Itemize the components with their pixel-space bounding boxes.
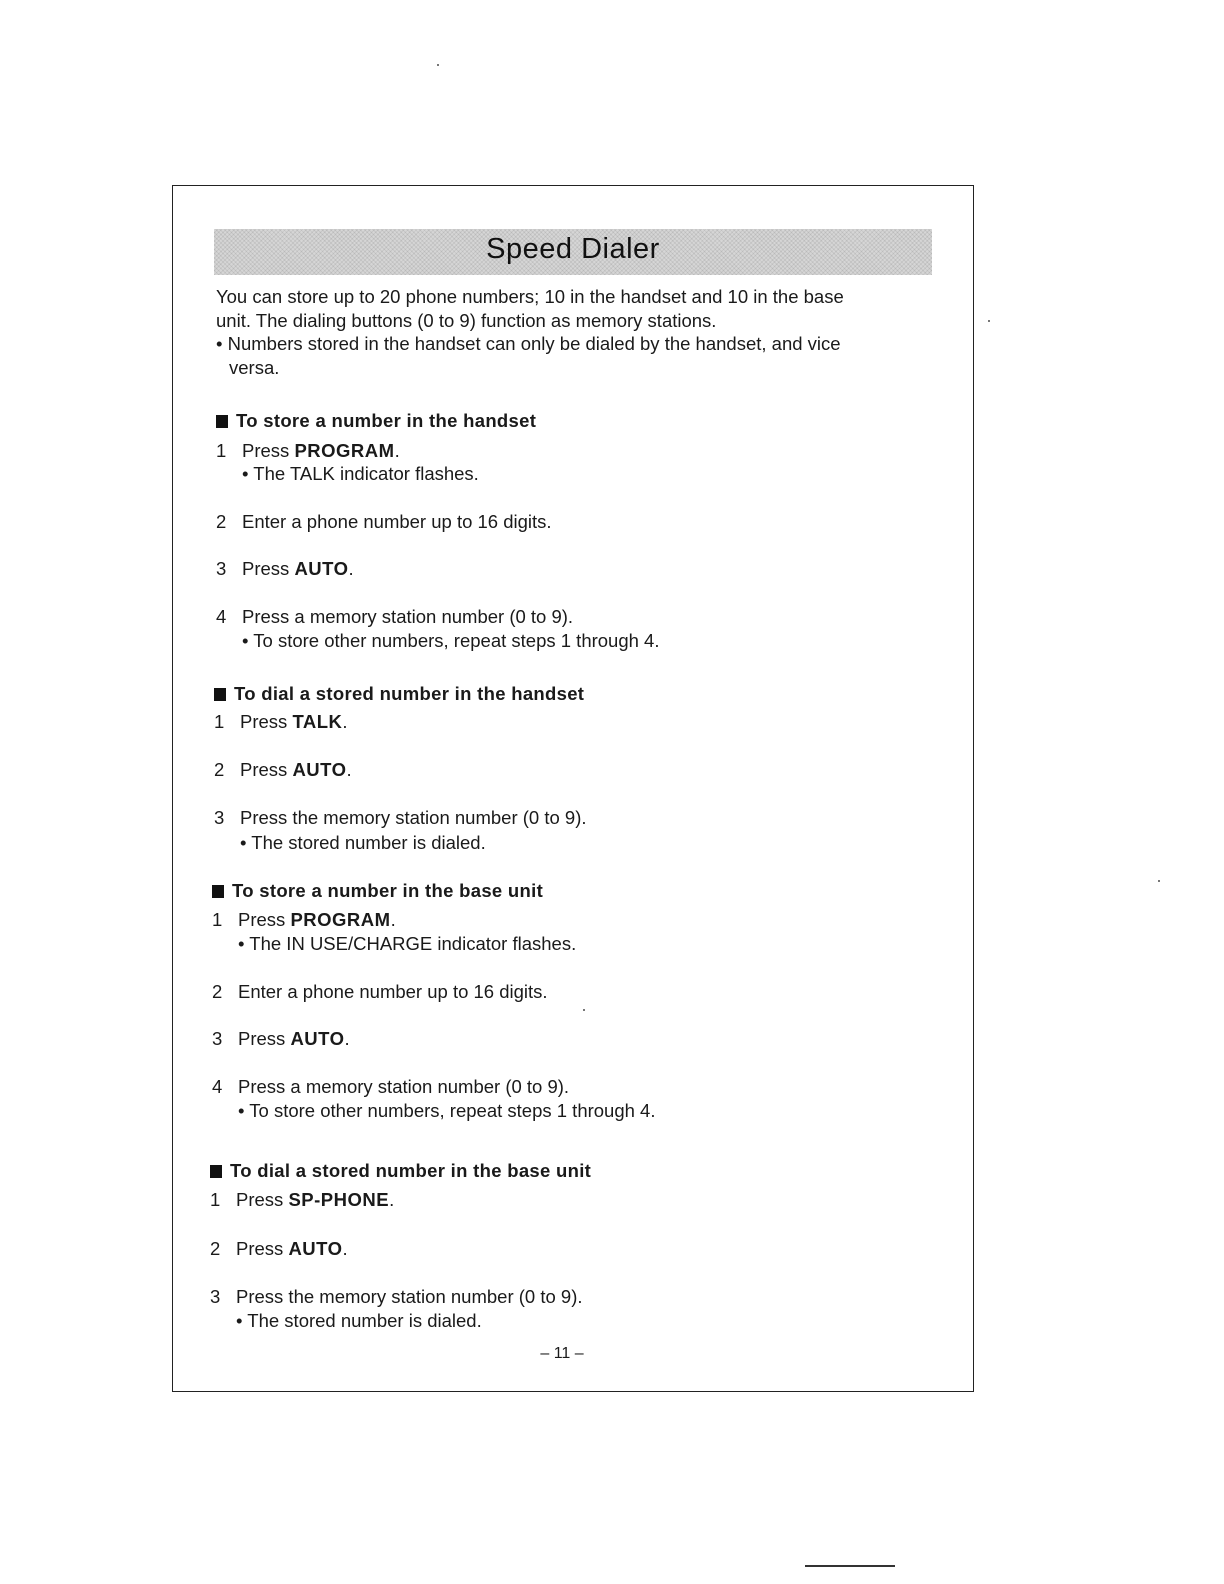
- step-item: 2 Enter a phone number up to 16 digits.: [212, 981, 548, 1002]
- step-item: 3 Press the memory station number (0 to 9).: [210, 1286, 583, 1307]
- step-note: • To store other numbers, repeat steps 1 through 4.: [242, 630, 660, 651]
- step-item: 1 Press TALK.: [214, 711, 348, 732]
- step-item: 2 Enter a phone number up to 16 digits.: [216, 511, 552, 532]
- section-heading-store-base: To store a number in the base unit: [212, 880, 543, 902]
- scan-speck: [988, 320, 990, 322]
- section-heading-dial-base: To dial a stored number in the base unit: [210, 1160, 591, 1182]
- step-item: 1 Press SP-PHONE.: [210, 1189, 395, 1210]
- step-note: • The IN USE/CHARGE indicator flashes.: [238, 933, 577, 954]
- step-item: 2 Press AUTO.: [210, 1238, 348, 1259]
- square-bullet-icon: [214, 688, 226, 701]
- scan-speck: [583, 1009, 585, 1011]
- intro-line: You can store up to 20 phone numbers; 10 in the handset and 10 in the base: [216, 286, 844, 307]
- step-note: • The stored number is dialed.: [236, 1310, 482, 1331]
- square-bullet-icon: [210, 1165, 222, 1178]
- step-item: 3 Press the memory station number (0 to 9).: [214, 807, 587, 828]
- intro-paragraph: [216, 285, 844, 379]
- step-note: • To store other numbers, repeat steps 1 through 4.: [238, 1100, 656, 1121]
- scan-speck: [437, 64, 439, 66]
- page-title: Speed Dialer: [486, 233, 660, 265]
- scan-artifact: [805, 1565, 895, 1567]
- step-item: 1 Press PROGRAM.: [212, 909, 396, 930]
- step-item: 4 Press a memory station number (0 to 9).: [216, 606, 574, 627]
- step-item: 3 Press AUTO.: [212, 1028, 350, 1049]
- step-note: • The stored number is dialed.: [240, 832, 486, 853]
- scan-speck: [1158, 880, 1160, 882]
- section-heading-store-handset: To store a number in the handset: [216, 410, 536, 432]
- intro-line: unit. The dialing buttons (0 to 9) function as memory stations.: [216, 309, 717, 331]
- square-bullet-icon: [216, 415, 228, 428]
- step-item: 3 Press AUTO.: [216, 558, 354, 579]
- step-item: 2 Press AUTO.: [214, 759, 352, 780]
- section-heading-dial-handset: To dial a stored number in the handset: [214, 683, 584, 705]
- intro-bullet: • Numbers stored in the handset can only be dialed by the handset, and vice: [216, 333, 841, 354]
- square-bullet-icon: [212, 885, 224, 898]
- title-banner: [214, 229, 932, 275]
- intro-bullet-continued: versa.: [229, 356, 280, 378]
- step-item: 4 Press a memory station number (0 to 9).: [212, 1076, 570, 1097]
- page-number: – 11 –: [540, 1345, 584, 1362]
- step-note: • The TALK indicator flashes.: [242, 463, 479, 484]
- step-item: 1 Press PROGRAM.: [216, 440, 400, 461]
